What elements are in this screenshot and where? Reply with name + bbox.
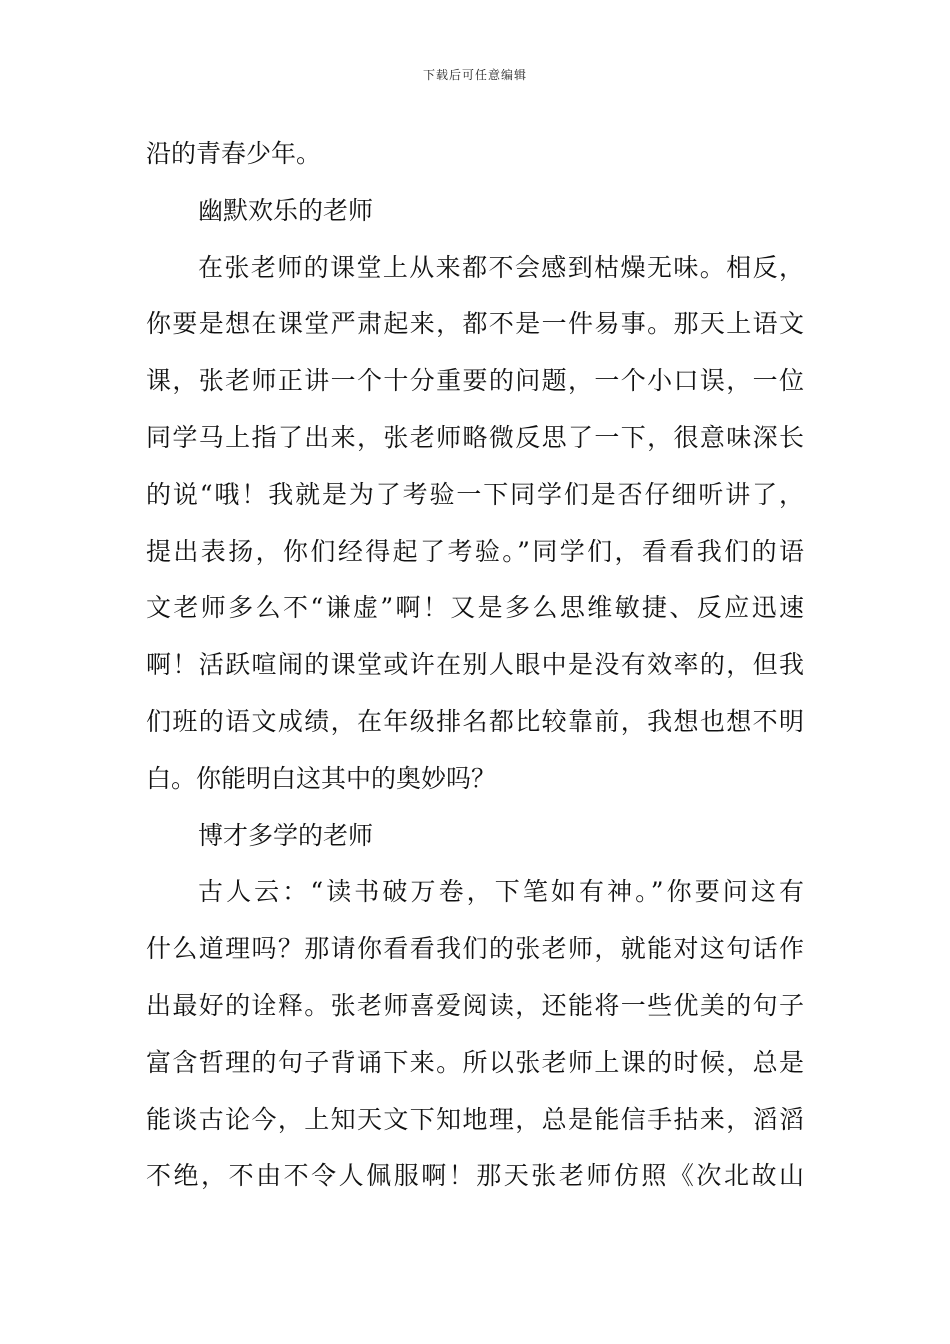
text-line: 出最好的诠释。张老师喜爱阅读，还能将一些优美的句子 <box>146 990 804 1020</box>
text-line: 什么道理吗？那请你看看我们的张老师，就能对这句话作 <box>146 934 804 964</box>
text-line: 在张老师的课堂上从来都不会感到枯燥无味。相反， <box>198 252 804 282</box>
text-line: 你要是想在课堂严肃起来，都不是一件易事。那天上语文 <box>146 309 804 339</box>
text-line: 啊！活跃喧闹的课堂或许在别人眼中是没有效率的，但我 <box>146 650 804 680</box>
text-line: 能谈古论今，上知天文下知地理，总是能信手拈来，滔滔 <box>146 1104 804 1134</box>
page-header: 下载后可任意编辑 <box>422 68 527 82</box>
text-line: 文老师多么不“谦虚”啊！又是多么思维敏捷、反应迅速 <box>146 593 804 623</box>
text-line: 提出表扬，你们经得起了考验。”同学们，看看我们的语 <box>146 536 804 566</box>
text-line: 古人云：“读书破万卷，下笔如有神。”你要问这有 <box>198 877 804 907</box>
text-line: 白。你能明白这其中的奥妙吗？ <box>146 763 497 793</box>
text-line: 同学马上指了出来，张老师略微反思了一下，很意味深长 <box>146 422 804 452</box>
text-line: 的说“哦！我就是为了考验一下同学们是否仔细听讲了， <box>146 479 804 509</box>
section-heading-humor: 幽默欢乐的老师 <box>198 195 374 225</box>
text-line: 沿的青春少年。 <box>146 139 322 168</box>
section-heading-learned: 博才多学的老师 <box>198 820 374 850</box>
text-line: 不绝，不由不令人佩服啊！那天张老师仿照《次北故山 <box>146 1161 804 1191</box>
text-line: 富含哲理的句子背诵下来。所以张老师上课的时候，总是 <box>146 1047 804 1077</box>
document-body <box>146 126 804 1205</box>
text-line: 们班的语文成绩，在年级排名都比较靠前，我想也想不明 <box>146 706 804 736</box>
text-line: 课，张老师正讲一个十分重要的问题，一个小口误，一位 <box>146 366 804 396</box>
